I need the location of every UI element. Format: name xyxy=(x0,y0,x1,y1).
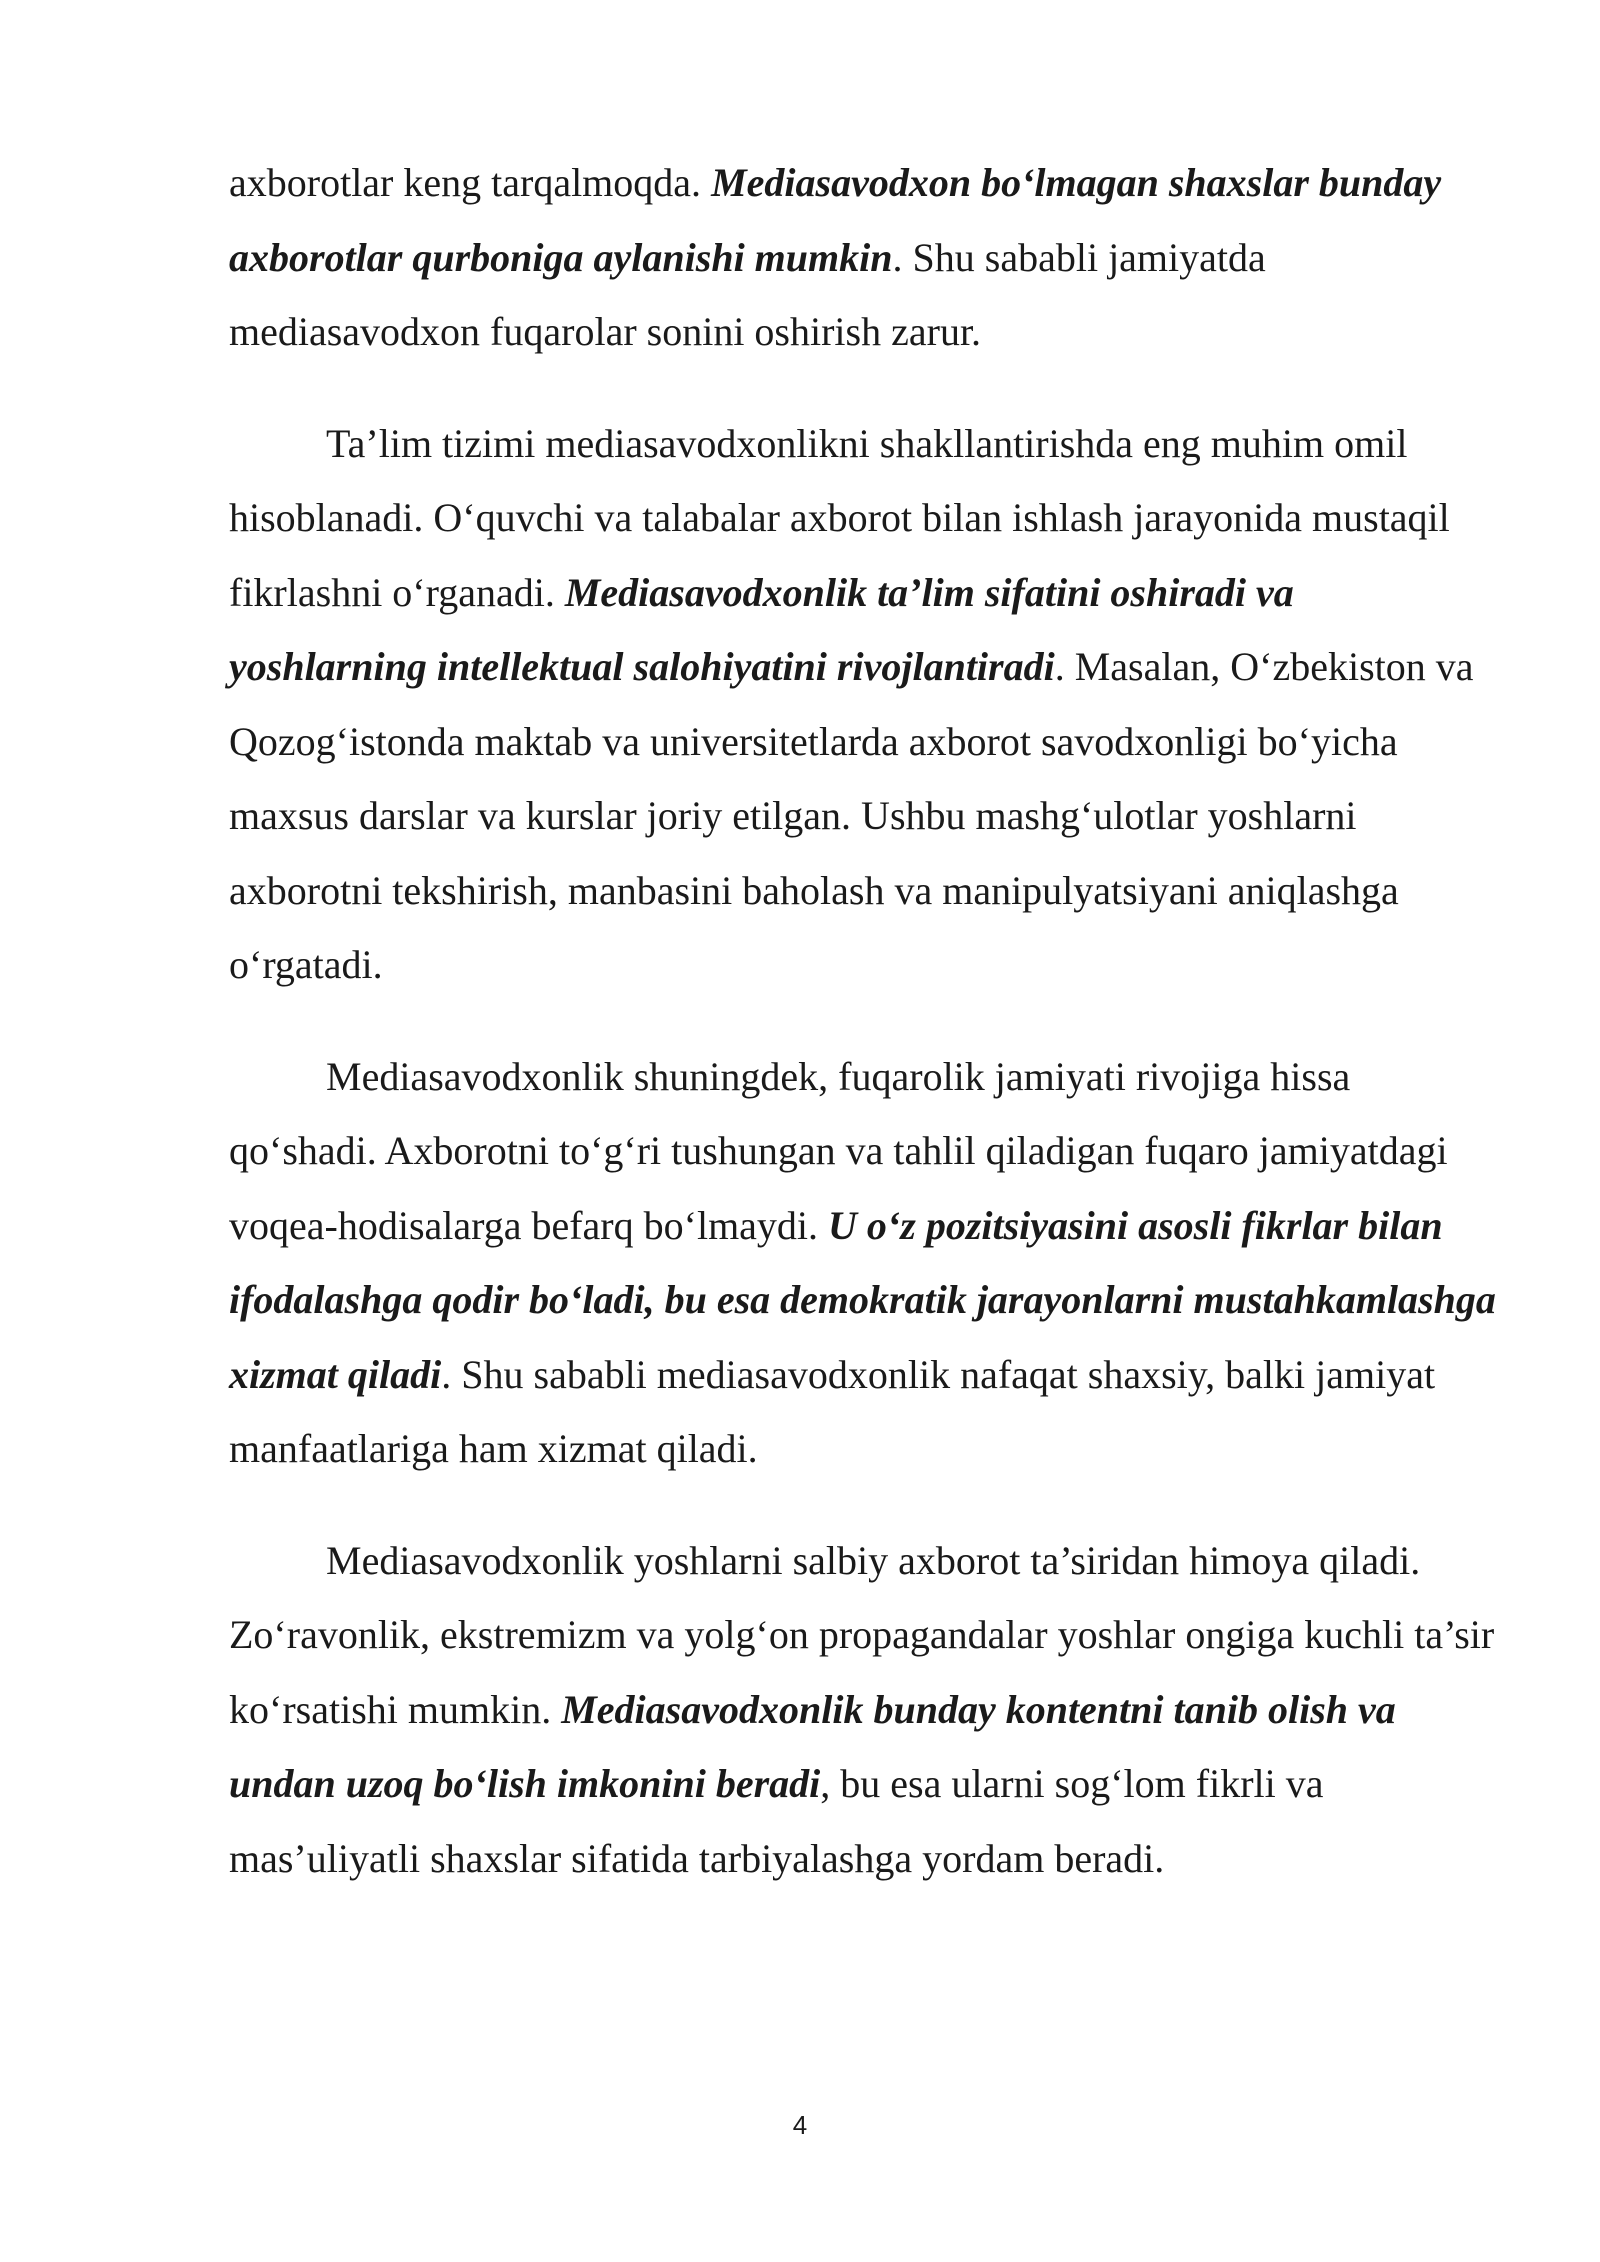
paragraph-4-emphasis: Mediasavodxonlik bunday kontentni tanib olish va undan uzoq bo‘lish imkonini beradi xyxy=(229,1686,1396,1806)
paragraph-4-text: , bu esa ularni sog‘lom fikrli va mas’uliyatli shaxslar sifatida tarbiyalashga yordam beradi. xyxy=(229,1761,1324,1881)
paragraph-1-text: . Shu sababli jamiyatda mediasavodxon fuqarolar sonini oshirish zarur. xyxy=(229,234,1266,354)
paragraph-3-text: Mediasavodxonlik shuningdek, fuqarolik jamiyati rivojiga hissa qo‘shadi. Axborotni to‘g‘ri tushungan va tahlil qiladigan fuqaro jamiyatdagi voqea-hodisalarga befarq bo‘lmaydi. xyxy=(229,1053,1448,1248)
paragraph-4-text: Mediasavodxonlik yoshlarni salbiy axborot ta’siridan himoya qiladi. Zo‘ravonlik, ekstremizm va yolg‘on propagandalar yoshlar ongiga kuchli ta’sir ko‘rsatishi mumkin. xyxy=(229,1537,1495,1732)
paragraph-3 xyxy=(229,1040,1499,1487)
paragraph-2-emphasis: Mediasavodxonlik ta’lim sifatini oshiradi va yoshlarning intellektual salohiyatini rivojlantiradi xyxy=(229,569,1294,689)
paragraph-2-text: Ta’lim tizimi mediasavodxonlikni shakllantirishda eng muhim omil hisoblanadi. O‘quvchi va talabalar axborot bilan ishlash jarayonida mustaqil fikrlashni o‘rganadi. xyxy=(229,420,1450,615)
page-number: 4 xyxy=(792,2110,808,2140)
paragraph-2 xyxy=(229,407,1499,1003)
paragraph-4 xyxy=(229,1524,1499,1897)
paragraph-3-emphasis: U o‘z pozitsiyasini asosli fikrlar bilan ifodalashga qodir bo‘ladi, bu esa demokratik jarayonlarni mustahkamlashga xizmat qiladi xyxy=(229,1202,1496,1397)
paragraph-1-emphasis: Mediasavodxon bo‘lmagan shaxslar bunday axborotlar qurboniga aylanishi mumkin xyxy=(229,160,1442,280)
paragraph-1 xyxy=(229,146,1499,370)
paragraph-3-text: . Shu sababli mediasavodxonlik nafaqat shaxsiy, balki jamiyat manfaatlariga ham xizmat qiladi. xyxy=(229,1351,1436,1471)
paragraph-1-text: axborotlar keng tarqalmoqda. xyxy=(229,160,712,205)
body-text xyxy=(229,146,1499,1933)
paragraph-2-text: . Masalan, O‘zbekiston va Qozog‘istonda maktab va universitetlarda axborot savodxonligi bo‘yicha maxsus darslar va kurslar joriy etilgan. Ushbu mashg‘ulotlar yoshlarni axborotni tekshirish, manbasini baholash va manipulyatsiyani aniqlashga o‘rgatadi. xyxy=(229,644,1474,987)
